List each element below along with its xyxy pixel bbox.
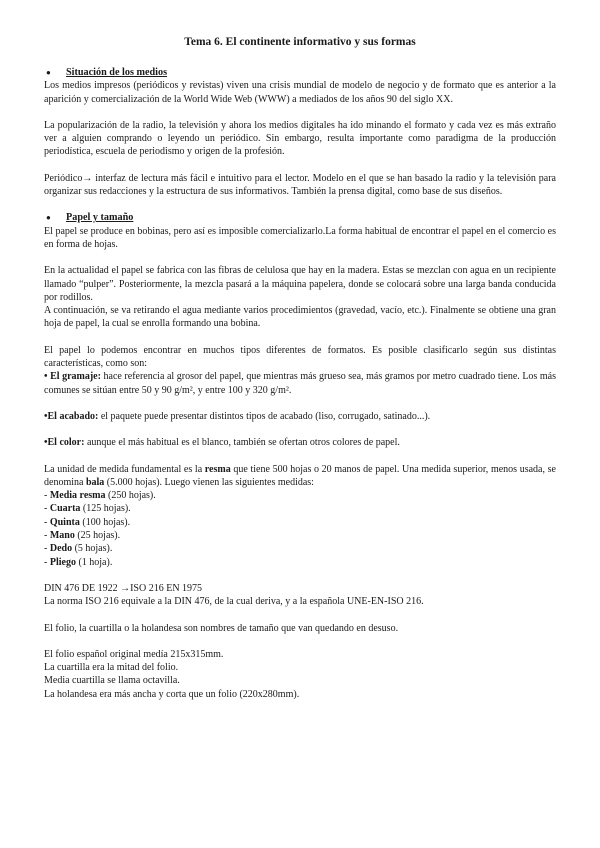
sizes-list	[44, 489, 556, 569]
list-item: - Mano (25 hojas).	[44, 530, 121, 542]
acabado-item	[44, 410, 556, 423]
paragraph: La norma ISO 216 equivale a la DIN 476, de la cual deriva, y a la española UNE-EN-ISO 216.	[44, 596, 424, 608]
gramaje-text: hace referencia al grosor del papel, que mientras más grueso sea, más gramos por metro cuadrado tiene. Los más comunes se sitúan entre 50 y 90 g/m², y entre 100 y 320 g/m².	[44, 371, 556, 396]
gramaje-item	[44, 370, 556, 397]
list-item: - Dedo (5 hojas).	[44, 543, 113, 555]
paragraph: En la actualidad el papel se fabrica con las fibras de celulosa que hay en la madera. Estas se mezclan con agua en un recipiente llamado “pulper”. Posteriormente, la mezcla pasará a la máquina papelera, donde se colocará sobre una larga banda conducida por rodillos.	[44, 265, 556, 303]
folio-line: Media cuartilla se llama octavilla.	[44, 675, 180, 687]
color-label: •El color:	[44, 437, 85, 449]
folio-line: La holandesa era más ancha y corta que un folio (220x280mm).	[44, 688, 300, 700]
section-heading-situacion: ● Situación de los medios	[44, 66, 556, 79]
document-title: Tema 6. El continente informativo y sus formas	[184, 36, 416, 48]
folio-line: La cuartilla era la mitad del folio.	[44, 662, 179, 674]
gramaje-label: • El gramaje:	[44, 371, 101, 383]
paragraph: Periódico→ interfaz de lectura más fácil e intuitivo para el lector. Modelo en el que se han basado la radio y la televisión para organizar sus redacciones y la estructura de sus informativos. También la prensa digital, como base de sus diseños.	[44, 172, 556, 198]
color-item	[44, 436, 556, 449]
list-item: - Cuarta (125 hojas).	[44, 503, 131, 515]
paragraph: El papel lo podemos encontrar en muchos tipos diferentes de formatos. Es posible clasificarlo según sus distintas características, como son:	[44, 344, 556, 370]
section-papel	[44, 211, 556, 701]
din-line: DIN 476 DE 1922 →ISO 216 EN 1975	[44, 582, 203, 594]
paragraph: El folio, la cuartilla o la holandesa son nombres de tamaño que van quedando en desuso.	[44, 622, 399, 634]
section-heading-papel: ● Papel y tamaño	[44, 211, 556, 224]
paragraph: La popularización de la radio, la televisión y ahora los medios digitales ha ido minando el formato y cada vez es más extraño ver a alguien comprando o leyendo un periódico. Sin embargo, resulta importante como paradigma de la producción periodística, escuela de periodismo y origen de la profesión.	[44, 119, 556, 158]
acabado-label: •El acabado:	[44, 410, 99, 422]
list-item: - Quinta (100 hojas).	[44, 516, 131, 528]
acabado-text: el paquete puede presentar distintos tipos de acabado (liso, corrugado, satinado...).	[98, 410, 431, 422]
term-resma: resma	[204, 463, 231, 475]
color-text: aunque el más habitual es el blanco, también se ofertan otros colores de papel.	[84, 437, 400, 449]
paragraph: A continuación, se va retirando el agua mediante varios procedimientos (gravedad, vacío, etc.). Finalmente se obtiene una gran hoja de papel, la cual se enrolla formando una bobina.	[44, 305, 556, 330]
section-situacion	[44, 66, 556, 211]
unit-paragraph: La unidad de medida fundamental es la resma que tiene 500 hojas o 20 manos de papel. Una medida superior, menos usada, se denomina bala (5.000 hojas). Luego vienen las siguientes medidas:	[44, 463, 556, 488]
folio-line: El folio español original medía 215x315mm.	[44, 648, 224, 660]
list-item: - Media resma (250 hojas).	[44, 490, 156, 502]
paragraph: Los medios impresos (periódicos y revistas) viven una crisis mundial de modelo de negocio y de formato que es anterior a la aparición y comercialización de la World Wide Web (WWW) a mediados de los años 90 del siglo XX.	[44, 80, 556, 105]
list-item: - Pliego (1 hoja).	[44, 556, 113, 568]
paragraph: El papel se produce en bobinas, pero así es imposible comercializarlo.La forma habitual de encontrar el papel en el comercio es en forma de hojas.	[44, 225, 556, 250]
term-bala: bala	[85, 476, 105, 488]
